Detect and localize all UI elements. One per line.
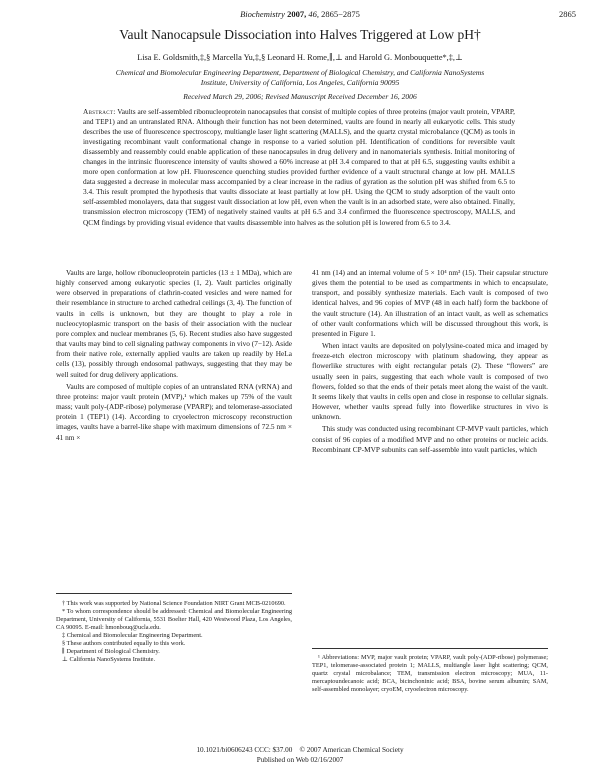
journal-volume: 46,: [308, 9, 319, 19]
body-paragraph: 41 nm (14) and an internal volume of 5 × 10⁴ nm³ (15). Their capsular structure gives them the potential to be used as compartments in which to encapsulate, transport, and possibly synthesize materials. Each vault is composed of two identical halves, and 96 copies of MVP (48 in each half) form the backbone of the vault structure (14). An illustration of an intact vault, as well as schematics of other vault conformations which will be discussed throughout this work, is presented in Figure 1.: [312, 268, 548, 338]
abbreviations-footnote: [312, 654, 548, 694]
footnote: * To whom correspondence should be addressed: Chemical and Biomolecular Engineering Department, University of California, 5531 Boelter Hall, 420 Westwood Plaza, Los Angeles, CA 90095. E-mail: hmonbouq@ucla.edu.: [56, 608, 292, 632]
abstract-label: Abstract:: [83, 107, 116, 116]
footnote-rule: [312, 648, 548, 649]
journal-year: 2007,: [287, 9, 307, 19]
author-list: Lisa E. Goldsmith,‡,§ Marcella Yu,‡,§ Leonard H. Rome,∥,⊥ and Harold G. Monbouquette*,‡,⊥: [137, 53, 463, 62]
footnote: § These authors contributed equally to this work.: [62, 640, 186, 648]
paper-title: Vault Nanocapsule Dissociation into Halves Triggered at Low pH†: [119, 27, 481, 42]
left-column: [56, 268, 292, 443]
affiliation-line: Institute, University of California, Los Angeles, California 90095: [200, 78, 400, 87]
affiliation: [60, 68, 540, 88]
footnote: † This work was supported by National Science Foundation NIRT Grant MCB-0210690.: [62, 600, 286, 607]
journal-header: [0, 9, 600, 19]
affiliation-line: Chemical and Biomolecular Engineering Department, Department of Biological Chemistry, and California NanoSystems: [115, 68, 485, 77]
left-footnotes: [56, 600, 292, 664]
body-paragraph: This study was conducted using recombinant CP-MVP vault particles, which consist of 96 copies of a modified MVP and no other proteins or nucleic acids. Recombinant CP-MVP subunits can self-assemble into vault particles, which: [312, 424, 548, 454]
journal-pages: 2865−2875: [321, 9, 360, 19]
doi-copyright-line: 10.1021/bi0606243 CCC: $37.00 © 2007 American Chemical Society: [196, 746, 404, 754]
body-paragraph: Vaults are large, hollow ribonucleoprotein particles (13 ± 1 MDa), which are highly conserved among eukaryotic species (1, 2). Vault particles originally were observed in preparations of clathrin-coated vesicles and were named for their resemblance in structure to arched cathedral ceilings (3, 4). The function of vaults in cells is unknown, but they are thought to play a role in nucleocytoplasmic transport on the basis of their association with the nuclear pore complex and nuclear membranes (5, 6). Recent studies also have suggested that vaults may bind to cell signaling pathway components in vivo (7−12). Aside from their native role, externally applied vaults are taken up readily by HeLa cells (13), possibly through endosomal pathways, suggesting that they may be well suited for drug delivery applications.: [56, 268, 292, 379]
body-paragraph: Vaults are composed of multiple copies of an untranslated RNA (vRNA) and three proteins: major vault protein (MVP),¹ which makes up 75% of the vault mass; vault poly-(ADP-ribose) polymerase (VPARP); and telomerase-associated protein 1 (TEP1) (14). According to cryoelectron microscopy reconstruction images, vaults have a barrel-like shape with maximum dimensions of 72.5 nm × 41 nm ×: [56, 381, 292, 442]
footnote: ⊥ California NanoSystems Institute.: [62, 656, 156, 664]
footnote-rule: [56, 593, 292, 594]
journal-name: Biochemistry: [240, 9, 285, 19]
footnote: ¹ Abbreviations: MVP, major vault protein; VPARP, vault poly-(ADP-ribose) polymerase; TEP1, telomerase-associated protein 1; MALLS, multiangle laser light scattering; QCM, quartz crystal microbalance; TEM, transmission electron microscopy; MUA, 11-mercaptoundecanoic acid; BCA, bicinchoninic acid; BSA, bovine serum albumin; SAM, self-assembled monolayer; cryoEM, cryoelectron microscopy.: [312, 654, 548, 694]
footnote: ∥ Department of Biological Chemistry.: [62, 648, 160, 656]
abstract: [83, 107, 515, 228]
page-number: 2865: [559, 9, 576, 19]
footnote: ‡ Chemical and Biomolecular Engineering Department.: [62, 632, 203, 640]
body-paragraph: When intact vaults are deposited on polylysine-coated mica and imaged by freeze-etch electron microscopy with platinum shadowing, they appear as flowerlike structures with eight rectangular petals (2). These “flowers” are usually seen in pairs, suggesting that each whole vault is composed of two flowers, folded so that the ends of their petals meet along the waist of the vault. It seems likely that vaults in cells open and close in response to cellular signals. However, whether vaults spread fully into flowerlike structures in vivo is unknown.: [312, 341, 548, 422]
right-column: [312, 268, 548, 455]
published-date: Published on Web 02/16/2007: [256, 756, 344, 764]
received-dates: Received March 29, 2006; Revised Manuscript Received December 16, 2006: [183, 92, 417, 101]
abstract-text: Vaults are self-assembled ribonucleoprotein nanocapsules that consist of multiple copies of three proteins (major vault protein, VPARP, and TEP1) and an untranslated RNA. Although their function has not been determined, vaults are found in nearly all eukaryotic cells. This study describes the use of fluorescence spectroscopy, multiangle laser light scattering (MALLS), and the quartz crystal microbalance (QCM) as tools in investigating recombinant vault conformational change in response to a varied solution pH. Identification of conditions for reversible vault disassembly and reassembly could enable application of these nanocapsules in drug delivery and in nanomaterials synthesis. Initial monitoring of changes in the intrinsic fluorescence intensity of vaults showed a 60% increase at pH 3.4 compared to that at pH 6.5, suggesting vaults exhibit a more open conformation at low pH. Fluorescence quenching studies provided further evidence of a vault structural change at low pH. MALLS data suggested a decrease in molecular mass accompanied by a clear increase in the radius of gyration as the solution pH was shifted from 6.5 to 3.4. This result prompted the hypothesis that vaults dissociate at least partially at low pH. Using the QCM to study adsorption of the vault onto self-assembled monolayers, data that suggest vault dissociation at low pH, even when the vault is in an adsorbed state, were also obtained. Finally, transmission electron microscopy (TEM) of negatively stained vaults at pH 6.5 and 3.4 confirmed the fluorescence spectroscopy, MALLS, and QCM findings by providing visual evidence that vaults disassemble into halves as the solution pH is lowered from 6.5 to 3.4.: [83, 107, 515, 227]
